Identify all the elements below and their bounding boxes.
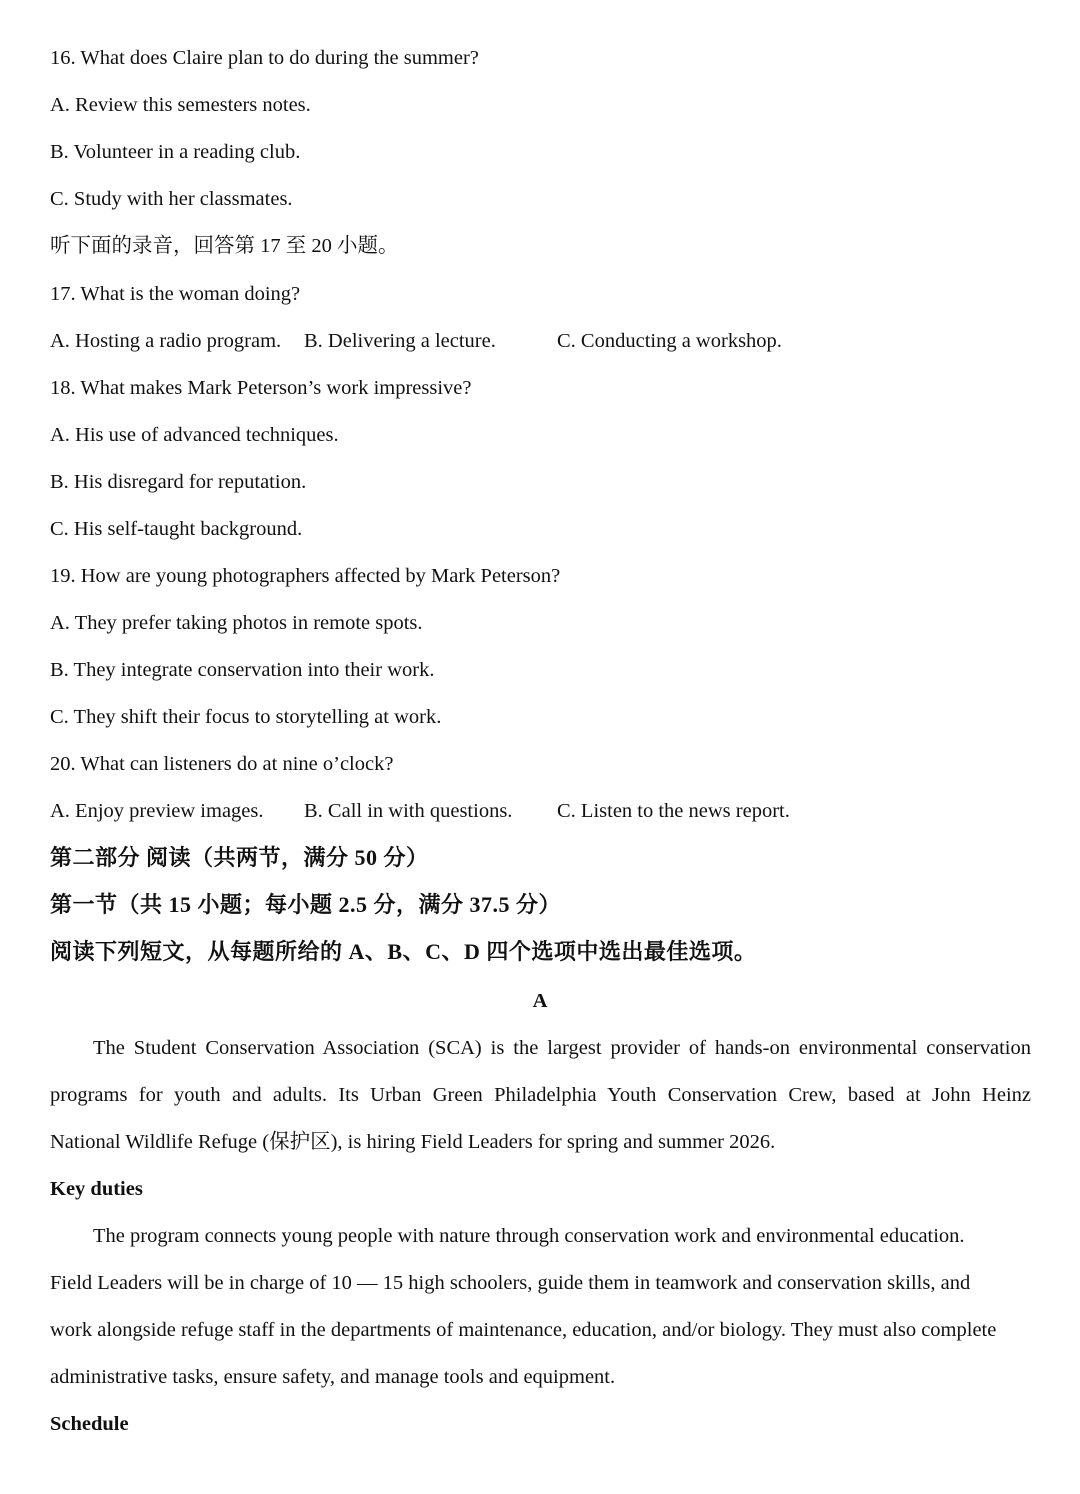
paragraph-line: programs for youth and adults. Its Urban Green Philadelphia Youth Conservation Crew, based at John Heinz (50, 1084, 1031, 1106)
question-19-stem: 19. How are young photographers affected by Mark Peterson? (50, 565, 561, 587)
question-17-option-a: A. Hosting a radio program. (50, 330, 282, 352)
part-two-title: 第二部分 阅读（共两节，满分 50 分） (50, 845, 429, 870)
listening-instruction-17-20: 听下面的录音，回答第 17 至 20 小题。 (50, 235, 399, 257)
paragraph-line: The program connects young people with nature through conservation work and environmental education. (93, 1225, 965, 1247)
question-18-option-a: A. His use of advanced techniques. (50, 424, 339, 446)
paragraph-line: Field Leaders will be in charge of 10 — 15 high schoolers, guide them in teamwork and conservation skills, and (50, 1272, 971, 1294)
question-16-option-c: C. Study with her classmates. (50, 188, 293, 210)
question-20-option-c: C. Listen to the news report. (557, 800, 790, 822)
question-16-option-a: A. Review this semesters notes. (50, 94, 311, 116)
passage-label: A (532, 990, 548, 1012)
question-18-option-c: C. His self-taught background. (50, 518, 303, 540)
section-one-title: 第一节（共 15 小题；每小题 2.5 分，满分 37.5 分） (50, 892, 562, 917)
question-16-stem: 16. What does Claire plan to do during the summer? (50, 47, 479, 69)
question-20-stem: 20. What can listeners do at nine o’clock? (50, 753, 394, 775)
paragraph-line: administrative tasks, ensure safety, and manage tools and equipment. (50, 1366, 616, 1388)
section-heading-schedule: Schedule (50, 1413, 129, 1435)
question-18-stem: 18. What makes Mark Peterson’s work impressive? (50, 377, 472, 399)
question-17-option-b: B. Delivering a lecture. (304, 330, 496, 352)
paragraph-line: National Wildlife Refuge (保护区), is hiring Field Leaders for spring and summer 2026. (50, 1131, 776, 1153)
paragraph-line: The Student Conservation Association (SCA) is the largest provider of hands-on environmental conservation (93, 1037, 1031, 1059)
paragraph-line: work alongside refuge staff in the departments of maintenance, education, and/or biology. They must also complete (50, 1319, 997, 1341)
question-19-option-b: B. They integrate conservation into their work. (50, 659, 435, 681)
question-17-option-c: C. Conducting a workshop. (557, 330, 782, 352)
question-18-option-b: B. His disregard for reputation. (50, 471, 307, 493)
section-heading-key-duties: Key duties (50, 1178, 143, 1200)
question-20-option-b: B. Call in with questions. (304, 800, 513, 822)
question-16-option-b: B. Volunteer in a reading club. (50, 141, 301, 163)
reading-instruction: 阅读下列短文，从每题所给的 A、B、C、D 四个选项中选出最佳选项。 (50, 939, 757, 964)
question-19-option-c: C. They shift their focus to storytelling at work. (50, 706, 442, 728)
question-17-stem: 17. What is the woman doing? (50, 283, 301, 305)
question-19-option-a: A. They prefer taking photos in remote spots. (50, 612, 423, 634)
question-20-option-a: A. Enjoy preview images. (50, 800, 264, 822)
